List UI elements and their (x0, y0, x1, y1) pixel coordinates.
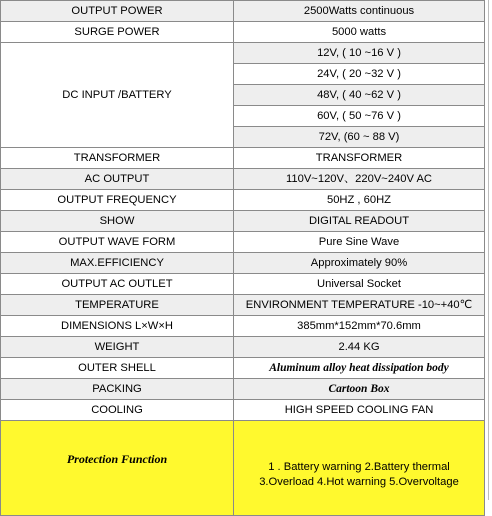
protection-line-2: 3.Overload 4.Hot warning 5.Overvoltage (259, 476, 459, 488)
table-row-temperature (1, 295, 485, 316)
row-value: ENVIRONMENT TEMPERATURE -10~+40℃ (234, 295, 485, 316)
table-row-protection-function (1, 421, 485, 516)
row-label: COOLING (1, 400, 234, 421)
row-value: 5000 watts (234, 22, 485, 43)
table-row-output-power (1, 1, 485, 22)
table-row-output-ac-outlet (1, 274, 485, 295)
row-value: 12V, ( 10 ~16 V ) (234, 43, 485, 64)
row-label: OUTPUT POWER (1, 1, 234, 22)
row-label: SURGE POWER (1, 22, 234, 43)
protection-line-1: 1 . Battery warning 2.Battery thermal (268, 461, 450, 473)
table-row-surge-power (1, 22, 485, 43)
row-value: TRANSFORMER (234, 148, 485, 169)
row-value: 72V, (60 ~ 88 V) (234, 127, 485, 148)
page-edge-divider (488, 0, 489, 500)
row-value: 50HZ , 60HZ (234, 190, 485, 211)
row-label: TEMPERATURE (1, 295, 234, 316)
row-value: Pure Sine Wave (234, 232, 485, 253)
row-label: WEIGHT (1, 337, 234, 358)
table-row-output-frequency (1, 190, 485, 211)
row-label: OUTPUT WAVE FORM (1, 232, 234, 253)
row-value: Approximately 90% (234, 253, 485, 274)
row-value: 385mm*152mm*70.6mm (234, 316, 485, 337)
table-row-transformer (1, 148, 485, 169)
row-label: DC INPUT /BATTERY (1, 43, 234, 148)
row-value: Aluminum alloy heat dissipation body (234, 358, 485, 379)
row-value: 2.44 KG (234, 337, 485, 358)
row-label: MAX.EFFICIENCY (1, 253, 234, 274)
protection-value (234, 421, 485, 516)
row-value: 48V, ( 40 ~62 V ) (234, 85, 485, 106)
row-value: 60V, ( 50 ~76 V ) (234, 106, 485, 127)
row-label: OUTPUT FREQUENCY (1, 190, 234, 211)
row-label: OUTER SHELL (1, 358, 234, 379)
row-label: AC OUTPUT (1, 169, 234, 190)
table-row-dimensions (1, 316, 485, 337)
row-label: PACKING (1, 379, 234, 400)
row-label: DIMENSIONS L×W×H (1, 316, 234, 337)
table-row-ac-output (1, 169, 485, 190)
table-row-cooling (1, 400, 485, 421)
row-value: 2500Watts continuous (234, 1, 485, 22)
row-value: 110V~120V、220V~240V AC (234, 169, 485, 190)
row-label: OUTPUT AC OUTLET (1, 274, 234, 295)
table-row-max-efficiency (1, 253, 485, 274)
table-row-weight (1, 337, 485, 358)
table-row-show (1, 211, 485, 232)
row-value: 24V, ( 20 ~32 V ) (234, 64, 485, 85)
table-row-packing (1, 379, 485, 400)
row-label: TRANSFORMER (1, 148, 234, 169)
protection-label: Protection Function (1, 421, 234, 516)
row-value: Universal Socket (234, 274, 485, 295)
row-label: SHOW (1, 211, 234, 232)
row-value: Cartoon Box (234, 379, 485, 400)
table-row-outer-shell (1, 358, 485, 379)
table-row-dc-input (1, 43, 485, 64)
table-row-output-wave-form (1, 232, 485, 253)
row-value: DIGITAL READOUT (234, 211, 485, 232)
row-value: HIGH SPEED COOLING FAN (234, 400, 485, 421)
